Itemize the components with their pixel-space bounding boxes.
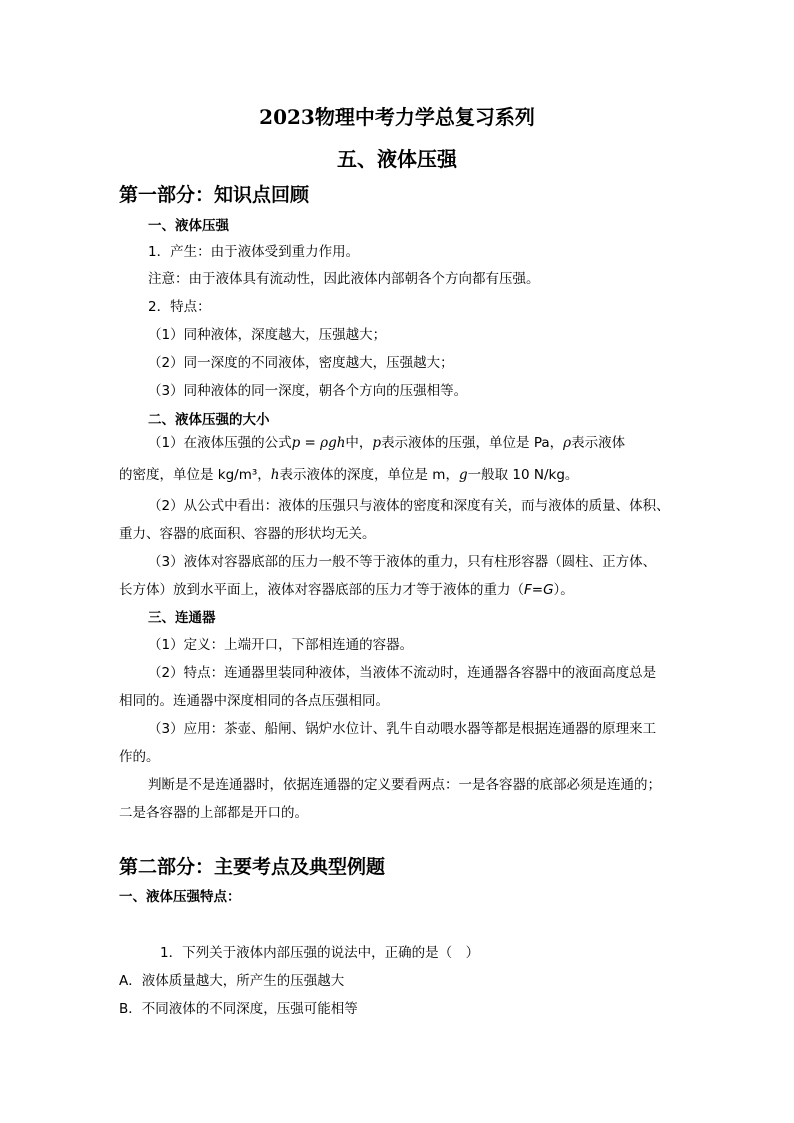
question-1-option-b: B．不同液体的不同深度，压强可能相等 xyxy=(119,1001,358,1017)
question-1-option-a: A．液体质量越大，所产生的压强越大 xyxy=(119,973,345,989)
sec3-judge-line1: 判断是不是连通器时，依据连通器的定义要看两点：一是各容器的底部必须是连通的； xyxy=(148,777,661,793)
part2-sec1-heading: 一、液体压强特点： xyxy=(119,889,241,905)
sec1-heading: 一、液体压强 xyxy=(148,218,229,234)
sec3-item3-line1: （3）应用：茶壶、船闸、锅炉水位计、乳牛自动喂水器等都是根据连通器的原理来工 xyxy=(148,721,657,737)
part1-heading: 第一部分：知识点回顾 xyxy=(119,184,310,206)
sec1-features-label: 2．特点： xyxy=(148,299,211,315)
document-title: 2023物理中考力学总复习系列 xyxy=(259,105,535,129)
sec3-heading: 三、连通器 xyxy=(148,610,216,626)
sec1-note: 注意：由于液体具有流动性，因此液体内部朝各个方向都有压强。 xyxy=(148,271,540,287)
var-g: g xyxy=(458,467,468,483)
sec2-heading: 二、液体压强的大小 xyxy=(148,412,270,428)
sec3-item2-line2: 相同的。连通器中深度相同的各点压强相同。 xyxy=(119,693,389,709)
sec1-feature-1: （1）同种液体，深度越大，压强越大； xyxy=(148,327,387,343)
sec2-item3-text-b: ）。 xyxy=(553,582,574,598)
sec1-feature-2: （2）同一深度的不同液体，密度越大，压强越大； xyxy=(148,355,454,371)
sec3-judge-line2: 二是各容器的上部都是开口的。 xyxy=(119,805,308,821)
sec2-item1-text-c: 表示液体的压强，单位是 Pa， xyxy=(381,435,564,451)
sec2-item1-text-a: （1）在液体压强的公式 xyxy=(148,435,292,451)
sec2-item1-text-b: 中， xyxy=(345,435,373,451)
sec2-item1-line1 xyxy=(148,433,625,453)
sec3-item3-line2: 作的。 xyxy=(119,749,160,765)
var-rho: ρ xyxy=(563,435,572,451)
sec2-item1-text-e: 的密度，单位是 kg/m³， xyxy=(119,467,271,483)
sec3-item1: （1）定义：上端开口，下部相连通的容器。 xyxy=(148,637,414,653)
sec2-item3-line1: （3）液体对容器底部的压力一般不等于液体的重力，只有柱形容器（圆柱、正方体、 xyxy=(148,554,657,570)
force-equals-weight: F=G xyxy=(524,582,554,598)
question-1-stem: 1．下列关于液体内部压强的说法中，正确的是（ ） xyxy=(160,945,480,961)
sec1-cause: 1．产生：由于液体受到重力作用。 xyxy=(148,244,360,260)
pressure-formula: p = ρgh xyxy=(291,435,346,451)
sec2-item2-line2: 重力、容器的底面积、容器的形状均无关。 xyxy=(119,526,376,542)
sec2-item3-line2 xyxy=(119,580,574,600)
document-subtitle: 五、液体压强 xyxy=(337,147,457,171)
var-p: p xyxy=(372,435,382,451)
sec3-item2-line1: （2）特点：连通器里装同种液体，当液体不流动时，连通器各容器中的液面高度总是 xyxy=(148,665,657,681)
sec2-item1-text-g: 一般取 10 N/kg。 xyxy=(467,467,579,483)
sec2-item1-text-d: 表示液体 xyxy=(571,435,626,451)
sec2-item1-line2 xyxy=(119,465,578,485)
var-h: h xyxy=(270,467,280,483)
sec2-item3-text-a: 长方体）放到水平面上，液体对容器底部的压力才等于液体的重力（ xyxy=(119,582,524,598)
sec2-item1-text-f: 表示液体的深度，单位是 m， xyxy=(279,467,459,483)
sec2-item2-line1: （2）从公式中看出：液体的压强只与液体的密度和深度有关，而与液体的质量、体积、 xyxy=(148,498,670,514)
part2-heading: 第二部分：主要考点及典型例题 xyxy=(119,856,386,878)
sec1-feature-3: （3）同种液体的同一深度，朝各个方向的压强相等。 xyxy=(148,383,468,399)
